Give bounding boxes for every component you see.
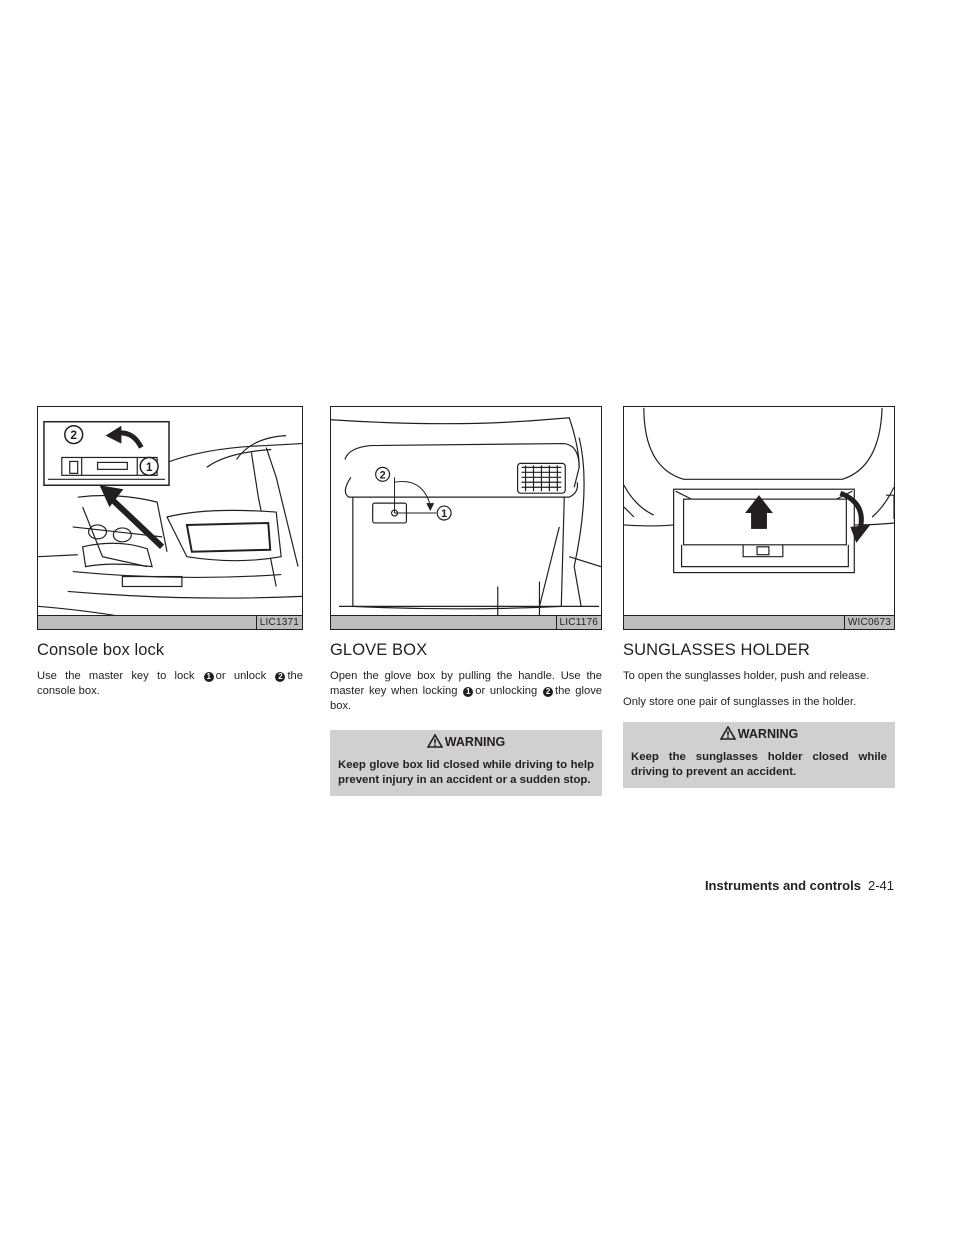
figure-id: WIC0673: [844, 615, 894, 629]
callout-1: 1: [441, 508, 448, 521]
glove-box-illustration: [331, 407, 601, 629]
warning-text: Keep glove box lid closed while driving to help prevent injury in an accident or a sudden stop.: [330, 754, 602, 796]
warning-box: [330, 730, 602, 796]
warning-triangle-icon: [427, 734, 443, 748]
page-footer: [705, 878, 894, 893]
section-title: GLOVE BOX: [330, 641, 428, 659]
section-paragraph-2: Only store one pair of sunglasses in the holder.: [623, 696, 857, 708]
page-number: 2-41: [867, 878, 894, 893]
section-console-box-lock: [37, 406, 303, 710]
section-paragraph: [330, 669, 602, 714]
marker-1: 1: [204, 672, 214, 682]
section-glove-box: [330, 406, 602, 796]
warning-header: [623, 722, 895, 746]
section-sunglasses-holder: [623, 406, 895, 788]
callout-2: 2: [70, 428, 78, 443]
warning-header: [330, 730, 602, 754]
warning-text: Keep the sunglasses holder closed while driving to prevent an accident.: [623, 746, 895, 788]
marker-1: 1: [463, 687, 473, 697]
figure-console-box: [37, 406, 303, 630]
para-text: the glove box.: [330, 685, 603, 712]
console-box-illustration: [38, 407, 302, 629]
callout-1: 1: [145, 459, 153, 474]
figure-sunglasses-holder: [623, 406, 895, 630]
warning-triangle-icon: [720, 726, 736, 740]
section-title: SUNGLASSES HOLDER: [623, 641, 810, 659]
section-title: Console box lock: [37, 641, 165, 659]
para-text: or unlocking: [475, 685, 538, 697]
warning-box: [623, 722, 895, 788]
section-paragraph: [37, 669, 303, 699]
para-text: Open the glove box by pulling the handle. Use the master key when locking: [330, 670, 602, 697]
footer-section-name: Instruments and controls: [704, 878, 861, 893]
marker-2: 2: [275, 672, 285, 682]
sunglasses-holder-illustration: [624, 407, 894, 629]
para-text: the console box.: [37, 670, 303, 697]
figure-id: LIC1176: [556, 615, 601, 629]
para-text: or unlock: [215, 670, 267, 682]
figure-id: LIC1371: [256, 615, 302, 629]
callout-2: 2: [379, 469, 386, 482]
warning-title: WARNING: [737, 727, 799, 741]
warning-title: WARNING: [444, 735, 506, 749]
marker-2: 2: [543, 687, 553, 697]
figure-glove-box: [330, 406, 602, 630]
section-paragraph-1: To open the sunglasses holder, push and release.: [623, 670, 870, 682]
para-text: Use the master key to lock: [37, 670, 195, 682]
